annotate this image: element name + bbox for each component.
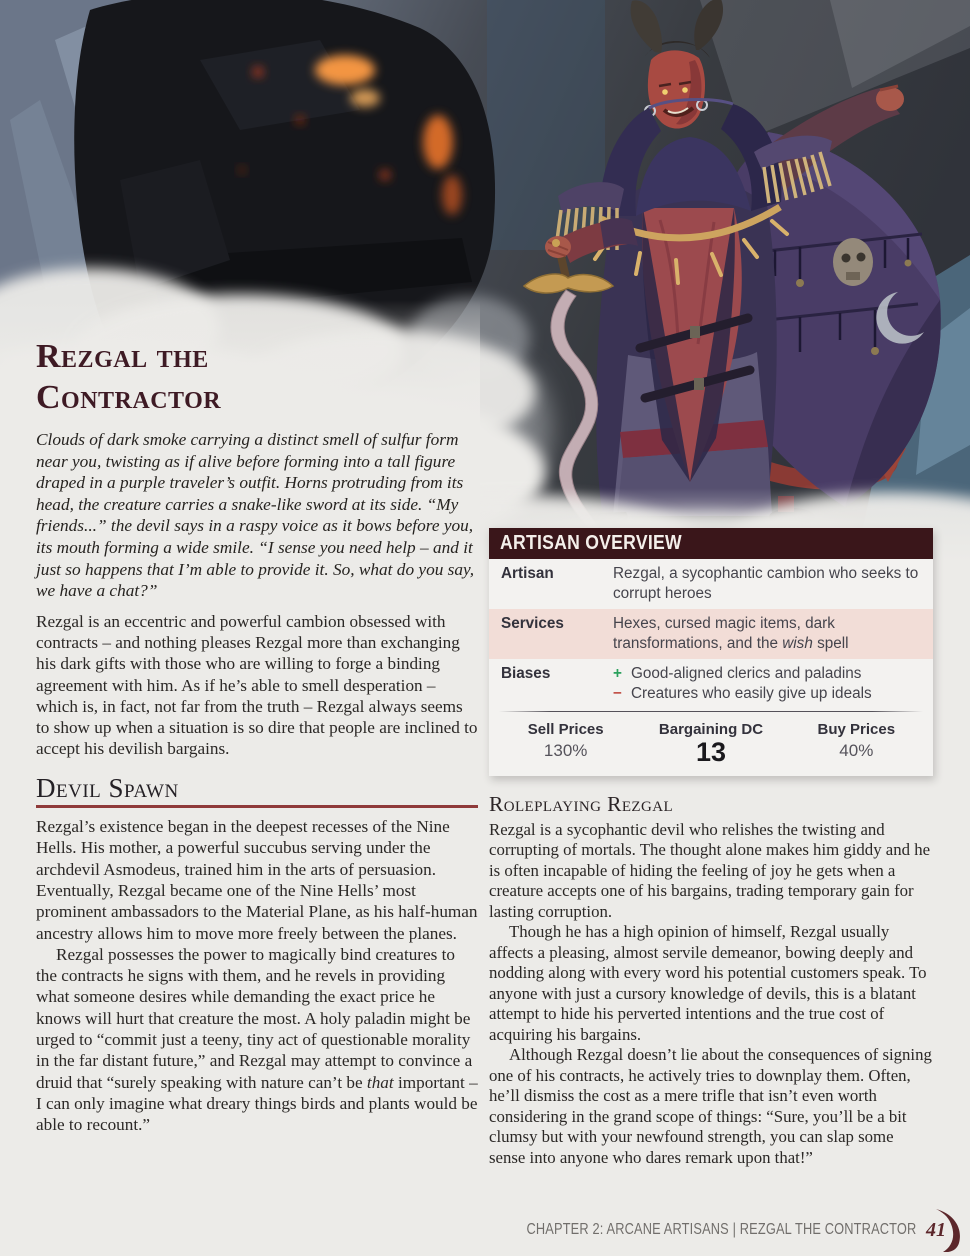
row-value <box>613 664 923 703</box>
stat-value: 40% <box>839 741 874 760</box>
row-value: Rezgal, a sycophantic cambion who seeks to corrupt heroes <box>613 565 919 602</box>
roleplaying-paragraph-2: Though he has a high opinion of himself, Rezgal usually affects a pleasing, almost servile demeanor, bowing deeply and nodding along with every word his potential customers speak. To anyone with just a cursory knowledge of devils, this is a blatant attempt to hide his perverted intentions and the true cost of acquiring his bargains. <box>489 922 927 1044</box>
bias-negative <box>613 684 923 704</box>
page-title: Rezgal the Contractor <box>36 338 222 417</box>
table-row-artisan <box>489 559 933 609</box>
roleplaying-paragraph-1: Rezgal is a sycophantic devil who relishes the twisting and corrupting of mortals. The thought alone makes him giddy and he is often incapable of hiding the feeling of joy he gets when a creature accepts one of his bargains, trading temporary gain for lasting corruption. <box>489 819 931 921</box>
value-text: spell <box>812 634 849 652</box>
row-label: Services <box>501 615 564 632</box>
footer-breadcrumb: CHAPTER 2: ARCANE ARTISANS | REZGAL THE CONTRACTOR <box>526 1221 916 1238</box>
row-value <box>613 614 923 653</box>
plus-icon: + <box>613 665 622 682</box>
roleplaying-heading: Roleplaying Rezgal <box>489 792 674 817</box>
right-column <box>489 528 933 1168</box>
page-footer <box>429 1208 964 1252</box>
bias-positive <box>613 664 923 684</box>
stat-label: Sell Prices <box>527 721 604 738</box>
italic-word: wish <box>782 634 813 652</box>
paragraph-text: Rezgal possesses the power to magically bind creatures to the contracts he signs with them, and he revels in providing what someone desires while demanding the exact price he knows will hurt that creature the most. A holy paladin might be urged to “commit just a teeny, tiny act of questionable morality in the far distant future,” and Rezgal may attempt to convince a druid that “surely speaking with nature can’t be <box>36 944 473 1092</box>
artisan-overview-header <box>489 528 933 559</box>
devil-spawn-heading: Devil Spawn <box>36 774 478 808</box>
italic-word: that <box>366 1072 394 1092</box>
stat-buy-prices <box>784 721 929 766</box>
stat-value: 13 <box>695 737 727 767</box>
roleplaying-paragraph-3: Although Rezgal doesn’t lie about the consequences of signing one of his contracts, he actively tries to downplay them. Often, he’ll dismiss the cost as a mere trifle that isn’t even worth considering in the grand scope of things: “Sure, you’ll be a bit clumsy but with your newfound strength, you can slap some sense into anyone who dares remark upon that!” <box>489 1045 932 1167</box>
bias-text: Good-aligned clerics and paladins <box>631 665 862 682</box>
minus-icon: − <box>613 684 622 702</box>
stats-row <box>489 712 933 776</box>
table-row-services <box>489 609 933 659</box>
left-column <box>36 336 478 1136</box>
paragraph-text: important – I can only imagine what dreary things birds and plants would be able to recount.” <box>36 1072 478 1135</box>
flavor-text: Clouds of dark smoke carrying a distinct smell of sulfur form near you, twisting as if alive before forming into a tall figure draped in a purple traveler’s outfit. Horns protruding from its head, the creature carries a snake-like sword at its side. “My friends...” the devil says in a raspy voice as it bows before you, its mouth forming a wide smile. “I sense you need help – and it just so happens that I’m able to provide it. So, what do you say, we have a chat?” <box>36 429 475 601</box>
row-label: Biases <box>501 665 551 682</box>
stat-label: Bargaining DC <box>658 721 764 738</box>
intro-paragraph: Rezgal is an eccentric and powerful cambion obsessed with contracts – and nothing pleases Rezgal more than exchanging his dark gifts with those who are willing to forge a binding agreement with him. As if he’s able to smell desperation – which is, in fact, not far from the truth – Rezgal always seems to show up when a situation is so dire that people are inclined to accept his devilish bargains. <box>36 611 478 759</box>
stat-sell-prices <box>493 721 638 766</box>
row-label: Artisan <box>501 565 554 582</box>
table-row-biases <box>489 659 933 709</box>
page-number-ornament <box>918 1208 964 1252</box>
stat-label: Buy Prices <box>817 721 896 738</box>
stat-value: 130% <box>543 741 588 760</box>
devil-spawn-paragraph-2 <box>36 944 478 1136</box>
artisan-overview-title: ARTISAN OVERVIEW <box>500 532 682 554</box>
artisan-overview-table <box>489 528 933 776</box>
skull-icon <box>833 238 873 286</box>
page-number: 41 <box>926 1219 946 1241</box>
stat-bargaining-dc <box>638 721 783 766</box>
bias-text: Creatures who easily give up ideals <box>631 684 872 702</box>
devil-spawn-paragraph-1: Rezgal’s existence began in the deepest recesses of the Nine Hells. His mother, a powerful succubus serving under the archdevil Asmodeus, trained him in the arts of persuasion. Eventually, Rezgal became one of the Nine Hells’ most prominent ambassadors to the Material Plane, as his half-human ancestry allows him to move more freely between the planes. <box>36 817 478 943</box>
value-text: Hexes, cursed magic items, dark transformations, and the <box>613 615 835 652</box>
